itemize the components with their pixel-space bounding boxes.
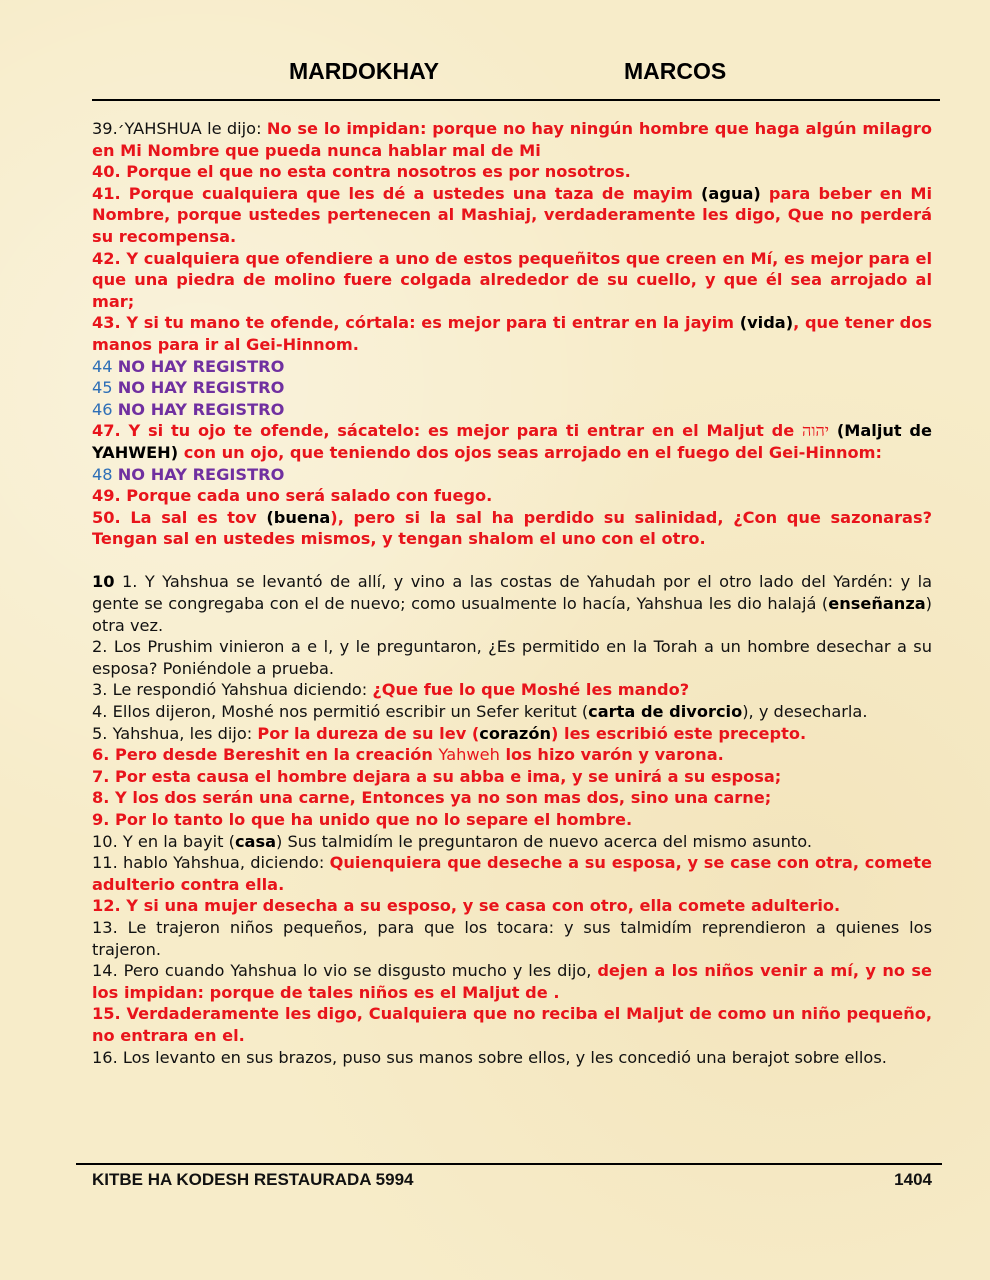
verse-39: 39.׳YAHSHUA le dijo: No se lo impidan: porque no hay ningún hombre que haga algún milagro en Mi Nombre que pueda nunca hablar mal de Mi xyxy=(92,119,932,160)
header-left-title: MARDOKHAY xyxy=(289,58,439,84)
chapter-10-verse-6: 6. Pero desde Bereshit en la creación Yahweh los hizo varón y varona. xyxy=(92,745,724,765)
chapter-10-verse-2: 2. Los Prushim vinieron a e l, y le preguntaron, ¿Es permitido en la Torah a un hombre desechar a su esposa? Poniéndole a prueba. xyxy=(92,637,932,678)
chapter-10-verse-12: 12. Y si una mujer desecha a su esposo, y se casa con otro, ella comete adulterio. xyxy=(92,896,841,916)
verse-49: 49. Porque cada uno será salado con fuego. xyxy=(92,486,493,506)
verse-50: 50. La sal es tov (buena), pero si la sal ha perdido su salinidad, ¿Con que sazonaras? Tengan sal en ustedes mismos, y tengan shalom el uno con el otro. xyxy=(92,507,932,549)
chapter-10-verse-10: 10. Y en la bayit (casa) Sus talmidím le preguntaron de nuevo acerca del mismo asunto. xyxy=(92,831,813,851)
verse-46-no-record: 46 NO HAY REGISTRO xyxy=(92,399,285,419)
page-body xyxy=(92,118,932,1068)
page-number: 1404 xyxy=(894,1170,932,1189)
header-rule xyxy=(92,99,940,101)
verse-40: 40. Porque el que no esta contra nosotros es por nosotros. xyxy=(92,162,631,182)
chapter-10-verse-7: 7. Por esta causa el hombre dejara a su abba e ima, y se unirá a su esposa; xyxy=(92,766,782,786)
page-header xyxy=(92,58,940,90)
verse-42: 42. Y cualquiera que ofendiere a uno de estos pequeñitos que creen en Mí, es mejor para el que una piedra de molino fuere colgada alrededor de su cuello, y que él sea arrojado al mar; xyxy=(92,248,932,311)
verse-41: 41. Porque cualquiera que les dé a ustedes una taza de mayim (agua) para beber en Mi Nombre, porque ustedes pertenecen al Mashiaj, verdaderamente les digo, Que no perderá su recompensa. xyxy=(92,183,932,246)
header-right-title: MARCOS xyxy=(624,58,727,84)
hebrew-name: יהוה xyxy=(802,421,830,441)
chapter-number: 10 xyxy=(92,572,115,592)
chapter-10-verse-3: 3. Le respondió Yahshua diciendo: ¿Que fue lo que Moshé les mando? xyxy=(92,680,690,700)
chapter-10-verse-16: 16. Los levanto en sus brazos, puso sus manos sobre ellos, y les concedió una berajot sobre ellos. xyxy=(92,1047,887,1067)
verse-45-no-record: 45 NO HAY REGISTRO xyxy=(92,378,285,398)
chapter-10-verse-11: 11. hablo Yahshua, diciendo: Quienquiera que deseche a su esposa, y se case con otra, comete adulterio contra ella. xyxy=(92,853,933,894)
chapter-10-verse-5: 5. Yahshua, les dijo: Por la dureza de su lev (corazón) les escribió este precepto. xyxy=(92,723,807,743)
verse-43: 43. Y si tu mano te ofende, córtala: es mejor para ti entrar en la jayim (vida), que tener dos manos para ir al Gei-Hinnom. xyxy=(92,313,933,354)
chapter-10-verse-15: 15. Verdaderamente les digo, Cualquiera que no reciba el Maljut de como un niño pequeño, no entrara en el. xyxy=(92,1004,932,1045)
chapter-10-verse-13: 13. Le trajeron niños pequeños, para que los tocara: y sus talmidím reprendieron a quienes los trajeron. xyxy=(92,917,932,959)
chapter-10-verse-9: 9. Por lo tanto lo que ha unido que no lo separe el hombre. xyxy=(92,810,633,829)
footer-rule xyxy=(76,1163,942,1165)
chapter-10-verse-1: 10 1. Y Yahshua se levantó de allí, y vino a las costas de Yahudah por el otro lado del Yardén: y la gente se congregaba con el de nuevo; como usualmente lo hacía, Yahshua les dio halajá (enseñanza) otra vez. xyxy=(92,572,932,635)
verse-47: 47. Y si tu ojo te ofende, sácatelo: es mejor para ti entrar en el Maljut de יהוה (Maljut de YAHWEH) con un ojo, que teniendo dos ojos seas arrojado en el fuego del Gei-Hinnom: xyxy=(92,421,932,462)
paragraph-gap xyxy=(92,550,932,572)
chapter-10-verse-4: 4. Ellos dijeron, Moshé nos permitió escribir un Sefer keritut (carta de divorcio), y desecharla. xyxy=(92,702,868,722)
verse-44-no-record: 44 NO HAY REGISTRO xyxy=(92,356,285,376)
chapter-10-verse-14: 14. Pero cuando Yahshua lo vio se disgusto mucho y les dijo, dejen a los niños venir a mí, y no se los impidan: porque de tales niños es el Maljut de . xyxy=(92,961,932,1002)
chapter-10-verse-8: 8. Y los dos serán una carne, Entonces ya no son mas dos, sino una carne; xyxy=(92,788,772,808)
verse-48-no-record: 48 NO HAY REGISTRO xyxy=(92,464,285,484)
footer-title: KITBE HA KODESH RESTAURADA 5994 xyxy=(92,1170,414,1189)
page-footer xyxy=(92,1170,932,1194)
